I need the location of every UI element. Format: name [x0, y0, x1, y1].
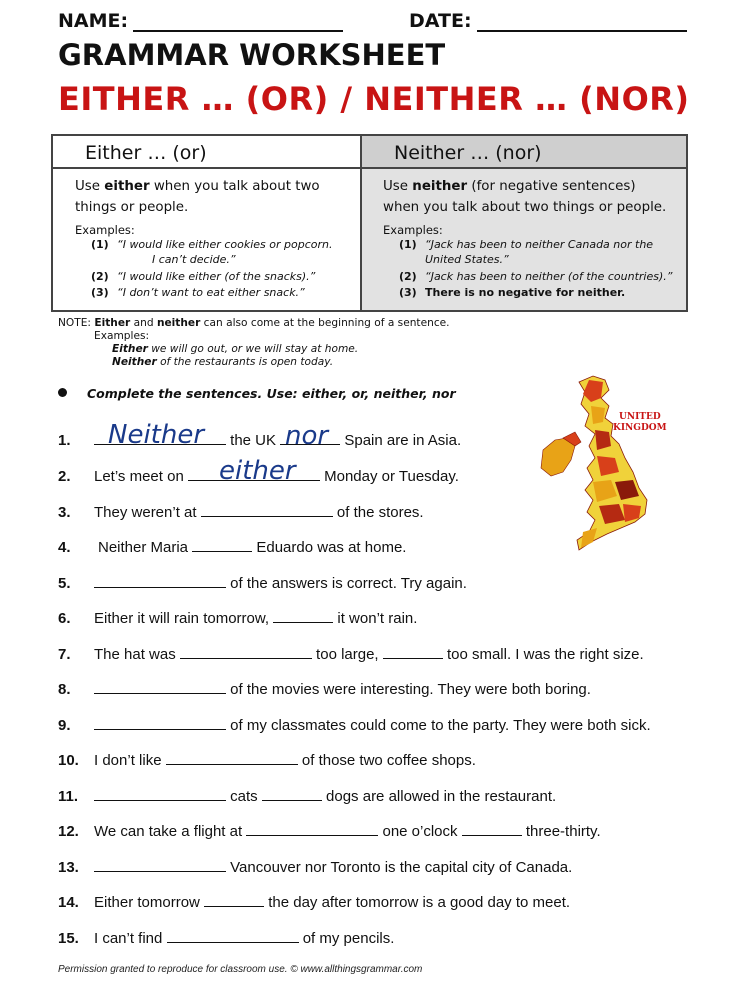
blank[interactable] — [201, 504, 333, 517]
question-6: 6. Either it will rain tomorrow, it won’t rain. — [58, 610, 418, 627]
neither-example-1: (1) “Jack has been to neither Canada nor the — [399, 238, 654, 251]
worksheet-subtitle: EITHER … (OR) / NEITHER … (NOR) — [58, 80, 690, 118]
blank[interactable] — [204, 894, 264, 907]
neither-column — [362, 136, 686, 310]
either-example-3: (3) “I don’t want to eat either snack.” — [91, 286, 305, 299]
neither-examples-label: Examples: — [383, 223, 443, 237]
note-example-2: Neither of the restaurants is open today. — [112, 356, 334, 368]
blank[interactable] — [166, 752, 298, 765]
question-15: 15. I can’t find of my pencils. — [58, 930, 395, 947]
blank[interactable] — [383, 646, 443, 659]
date-field[interactable] — [477, 12, 687, 32]
question-12: 12. We can take a flight at one o’clock three-thirty. — [58, 823, 601, 840]
uk-map-image — [535, 372, 680, 558]
blank[interactable] — [94, 575, 226, 588]
ireland-shape — [541, 438, 575, 476]
either-use-line2: things or people. — [75, 200, 189, 215]
either-examples-label: Examples: — [75, 223, 135, 237]
name-field[interactable] — [133, 12, 343, 32]
blank[interactable] — [462, 823, 522, 836]
copyright-footer: Permission granted to reproduce for classroom use. © www.allthingsgrammar.com — [58, 964, 423, 975]
note-line: NOTE: Either and neither can also come at the beginning of a sentence. — [58, 317, 450, 329]
question-1: 1. the UK Spain are in Asia. — [58, 432, 462, 449]
date-label: DATE: — [409, 10, 472, 32]
blank[interactable] — [167, 930, 299, 943]
question-8: 8. of the movies were interesting. They were both boring. — [58, 681, 591, 698]
neither-heading-cell — [362, 136, 686, 169]
bullet-icon — [58, 388, 67, 397]
neither-heading: Neither … (nor) — [394, 142, 542, 164]
question-2: 2. Let’s meet on Monday or Tuesday. — [58, 468, 459, 485]
question-11: 11. cats dogs are allowed in the restaurant. — [58, 788, 557, 805]
blank[interactable] — [94, 717, 226, 730]
neither-example-2: (2) “Jack has been to neither (of the countries).” — [399, 270, 673, 283]
handwritten-answer-1: Neither — [108, 420, 205, 450]
either-example-1-cont: I can’t decide.” — [152, 253, 236, 266]
map-label-line1: UNITED — [619, 412, 661, 422]
instruction: Complete the sentences. Use: either, or, neither, nor — [58, 386, 456, 401]
either-heading: Either … (or) — [85, 142, 207, 164]
blank[interactable] — [192, 539, 252, 552]
question-14: 14. Either tomorrow the day after tomorrow is a good day to meet. — [58, 894, 571, 911]
name-label: NAME: — [58, 10, 129, 32]
grammar-table — [51, 134, 688, 312]
neither-example-3: (3) There is no negative for neither. — [399, 286, 626, 299]
question-3: 3. They weren’t at of the stores. — [58, 504, 424, 521]
blank[interactable] — [94, 859, 226, 872]
note-examples-label: Examples: — [94, 330, 150, 342]
blank[interactable] — [94, 681, 226, 694]
either-column — [53, 136, 362, 310]
blank[interactable] — [180, 646, 312, 659]
region-scotland — [591, 406, 605, 424]
worksheet-title: GRAMMAR WORKSHEET — [58, 38, 446, 72]
blank[interactable] — [262, 788, 322, 801]
question-9: 9. of my classmates could come to the party. They were both sick. — [58, 717, 651, 734]
question-10: 10. I don’t like of those two coffee shops. — [58, 752, 476, 769]
handwritten-answer-2: either — [219, 456, 296, 486]
question-7: 7. The hat was too large, too small. I was the right size. — [58, 646, 644, 663]
blank[interactable] — [94, 788, 226, 801]
either-heading-cell — [53, 136, 360, 169]
blank[interactable] — [273, 610, 333, 623]
question-5: 5. of the answers is correct. Try again. — [58, 575, 467, 592]
blank[interactable] — [246, 823, 378, 836]
question-4: 4. Neither Maria Eduardo was at home. — [58, 539, 407, 556]
either-use-line1: Use either when you talk about two — [75, 179, 320, 194]
neither-example-1-cont: United States.” — [425, 253, 509, 266]
handwritten-answer-1b: nor — [285, 421, 329, 451]
map-label-line2: KINGDOM — [613, 423, 667, 433]
either-example-1: (1) “I would like either cookies or popcorn. — [91, 238, 333, 251]
note-example-1: Either we will go out, or we will stay at home. — [112, 343, 359, 355]
neither-use-line2: when you talk about two things or people. — [383, 200, 667, 215]
question-13: 13. Vancouver nor Toronto is the capital city of Canada. — [58, 859, 573, 876]
either-example-2: (2) “I would like either (of the snacks).” — [91, 270, 316, 283]
neither-use-line1: Use neither (for negative sentences) — [383, 179, 636, 194]
